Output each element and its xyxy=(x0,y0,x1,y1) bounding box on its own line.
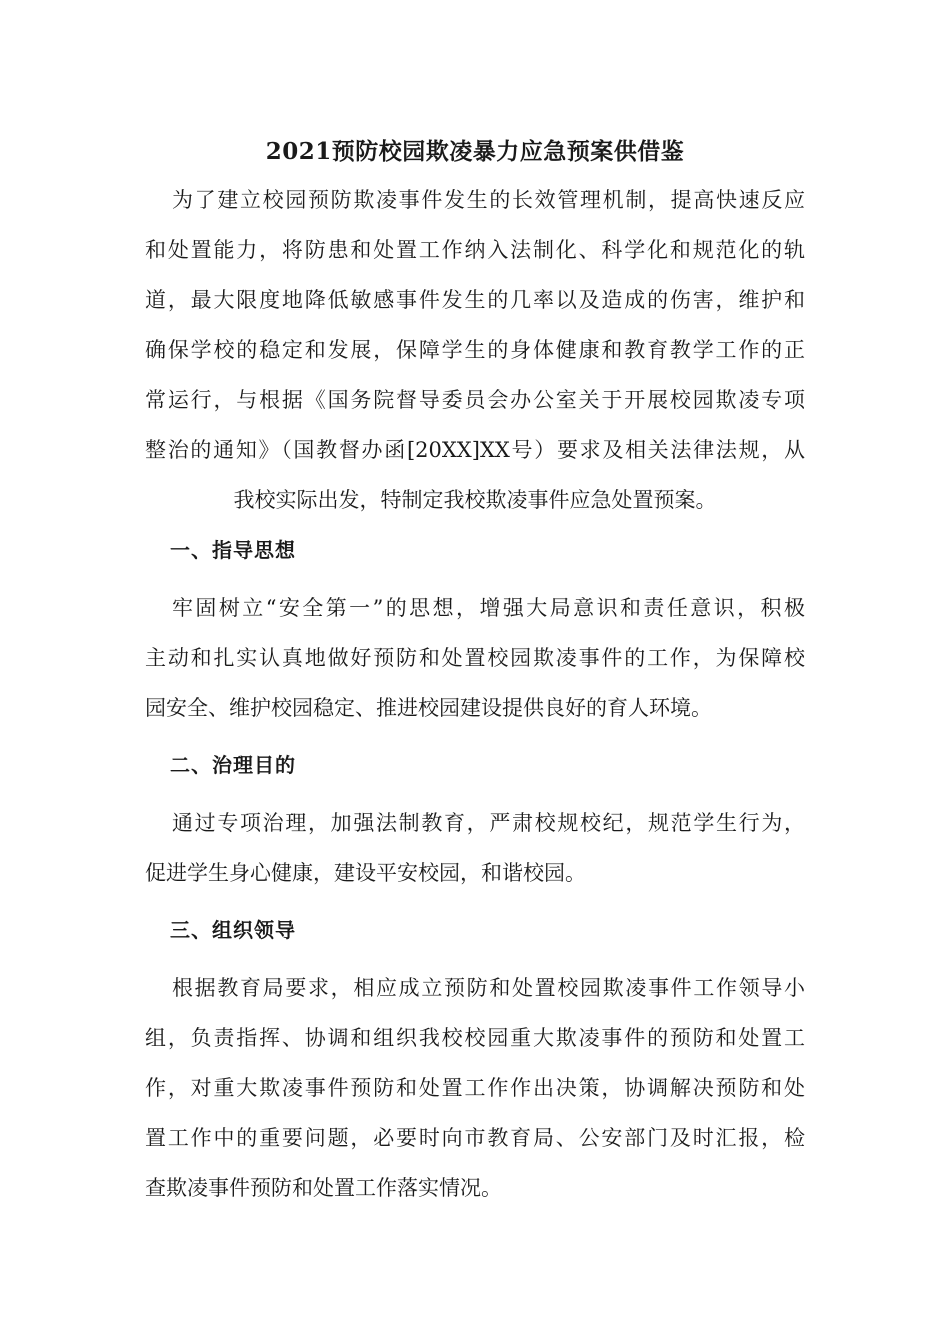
section-1-line-2: 主动和扎实认真地做好预防和处置校园欺凌事件的工作，为保障校 xyxy=(145,646,805,670)
section-2-line-2: 促进学生身心健康，建设平安校园，和谐校园。 xyxy=(145,861,586,885)
section-3-line-5: 查欺凌事件预防和处置工作落实情况。 xyxy=(145,1176,502,1200)
intro-line-3: 道，最大限度地降低敏感事件发生的几率以及造成的伤害，维护和 xyxy=(145,288,805,312)
section-2-line-1: 通过专项治理，加强法制教育，严肃校规校纪，规范学生行为， xyxy=(172,811,805,835)
document-title: 2021预防校园欺凌暴力应急预案供借鉴 xyxy=(265,138,685,165)
section-1-line-3: 园安全、维护校园稳定、推进校园建设提供良好的育人环境。 xyxy=(145,696,712,720)
intro-line-5: 常运行，与根据《国务院督导委员会办公室关于开展校园欺凌专项 xyxy=(145,388,805,412)
intro-line-6: 整治的通知》（国教督办函[20XX]XX号）要求及相关法律法规，从 xyxy=(145,438,805,462)
intro-line-4: 确保学校的稳定和发展，保障学生的身体健康和教育教学工作的正 xyxy=(145,338,805,362)
section-3-line-4: 置工作中的重要问题，必要时向市教育局、公安部门及时汇报，检 xyxy=(145,1126,805,1150)
intro-line-1: 为了建立校园预防欺凌事件发生的长效管理机制，提高快速反应 xyxy=(172,188,805,212)
section-3-line-2: 组，负责指挥、协调和组织我校校园重大欺凌事件的预防和处置工 xyxy=(145,1026,805,1050)
intro-line-2: 和处置能力，将防患和处置工作纳入法制化、科学化和规范化的轨 xyxy=(145,238,805,262)
section-3-line-1: 根据教育局要求，相应成立预防和处置校园欺凌事件工作领导小 xyxy=(172,976,805,1000)
section-1-line-1: 牢固树立“安全第一”的思想，增强大局意识和责任意识，积极 xyxy=(172,596,805,620)
section-heading-organization-leadership: 三、组织领导 xyxy=(170,918,296,942)
section-heading-governance-purpose: 二、治理目的 xyxy=(170,753,296,777)
intro-line-7: 我校实际出发，特制定我校欺凌事件应急处置预案。 xyxy=(233,488,717,512)
section-heading-guiding-ideology: 一、指导思想 xyxy=(170,538,296,562)
section-3-line-3: 作，对重大欺凌事件预防和处置工作作出决策，协调解决预防和处 xyxy=(145,1076,805,1100)
